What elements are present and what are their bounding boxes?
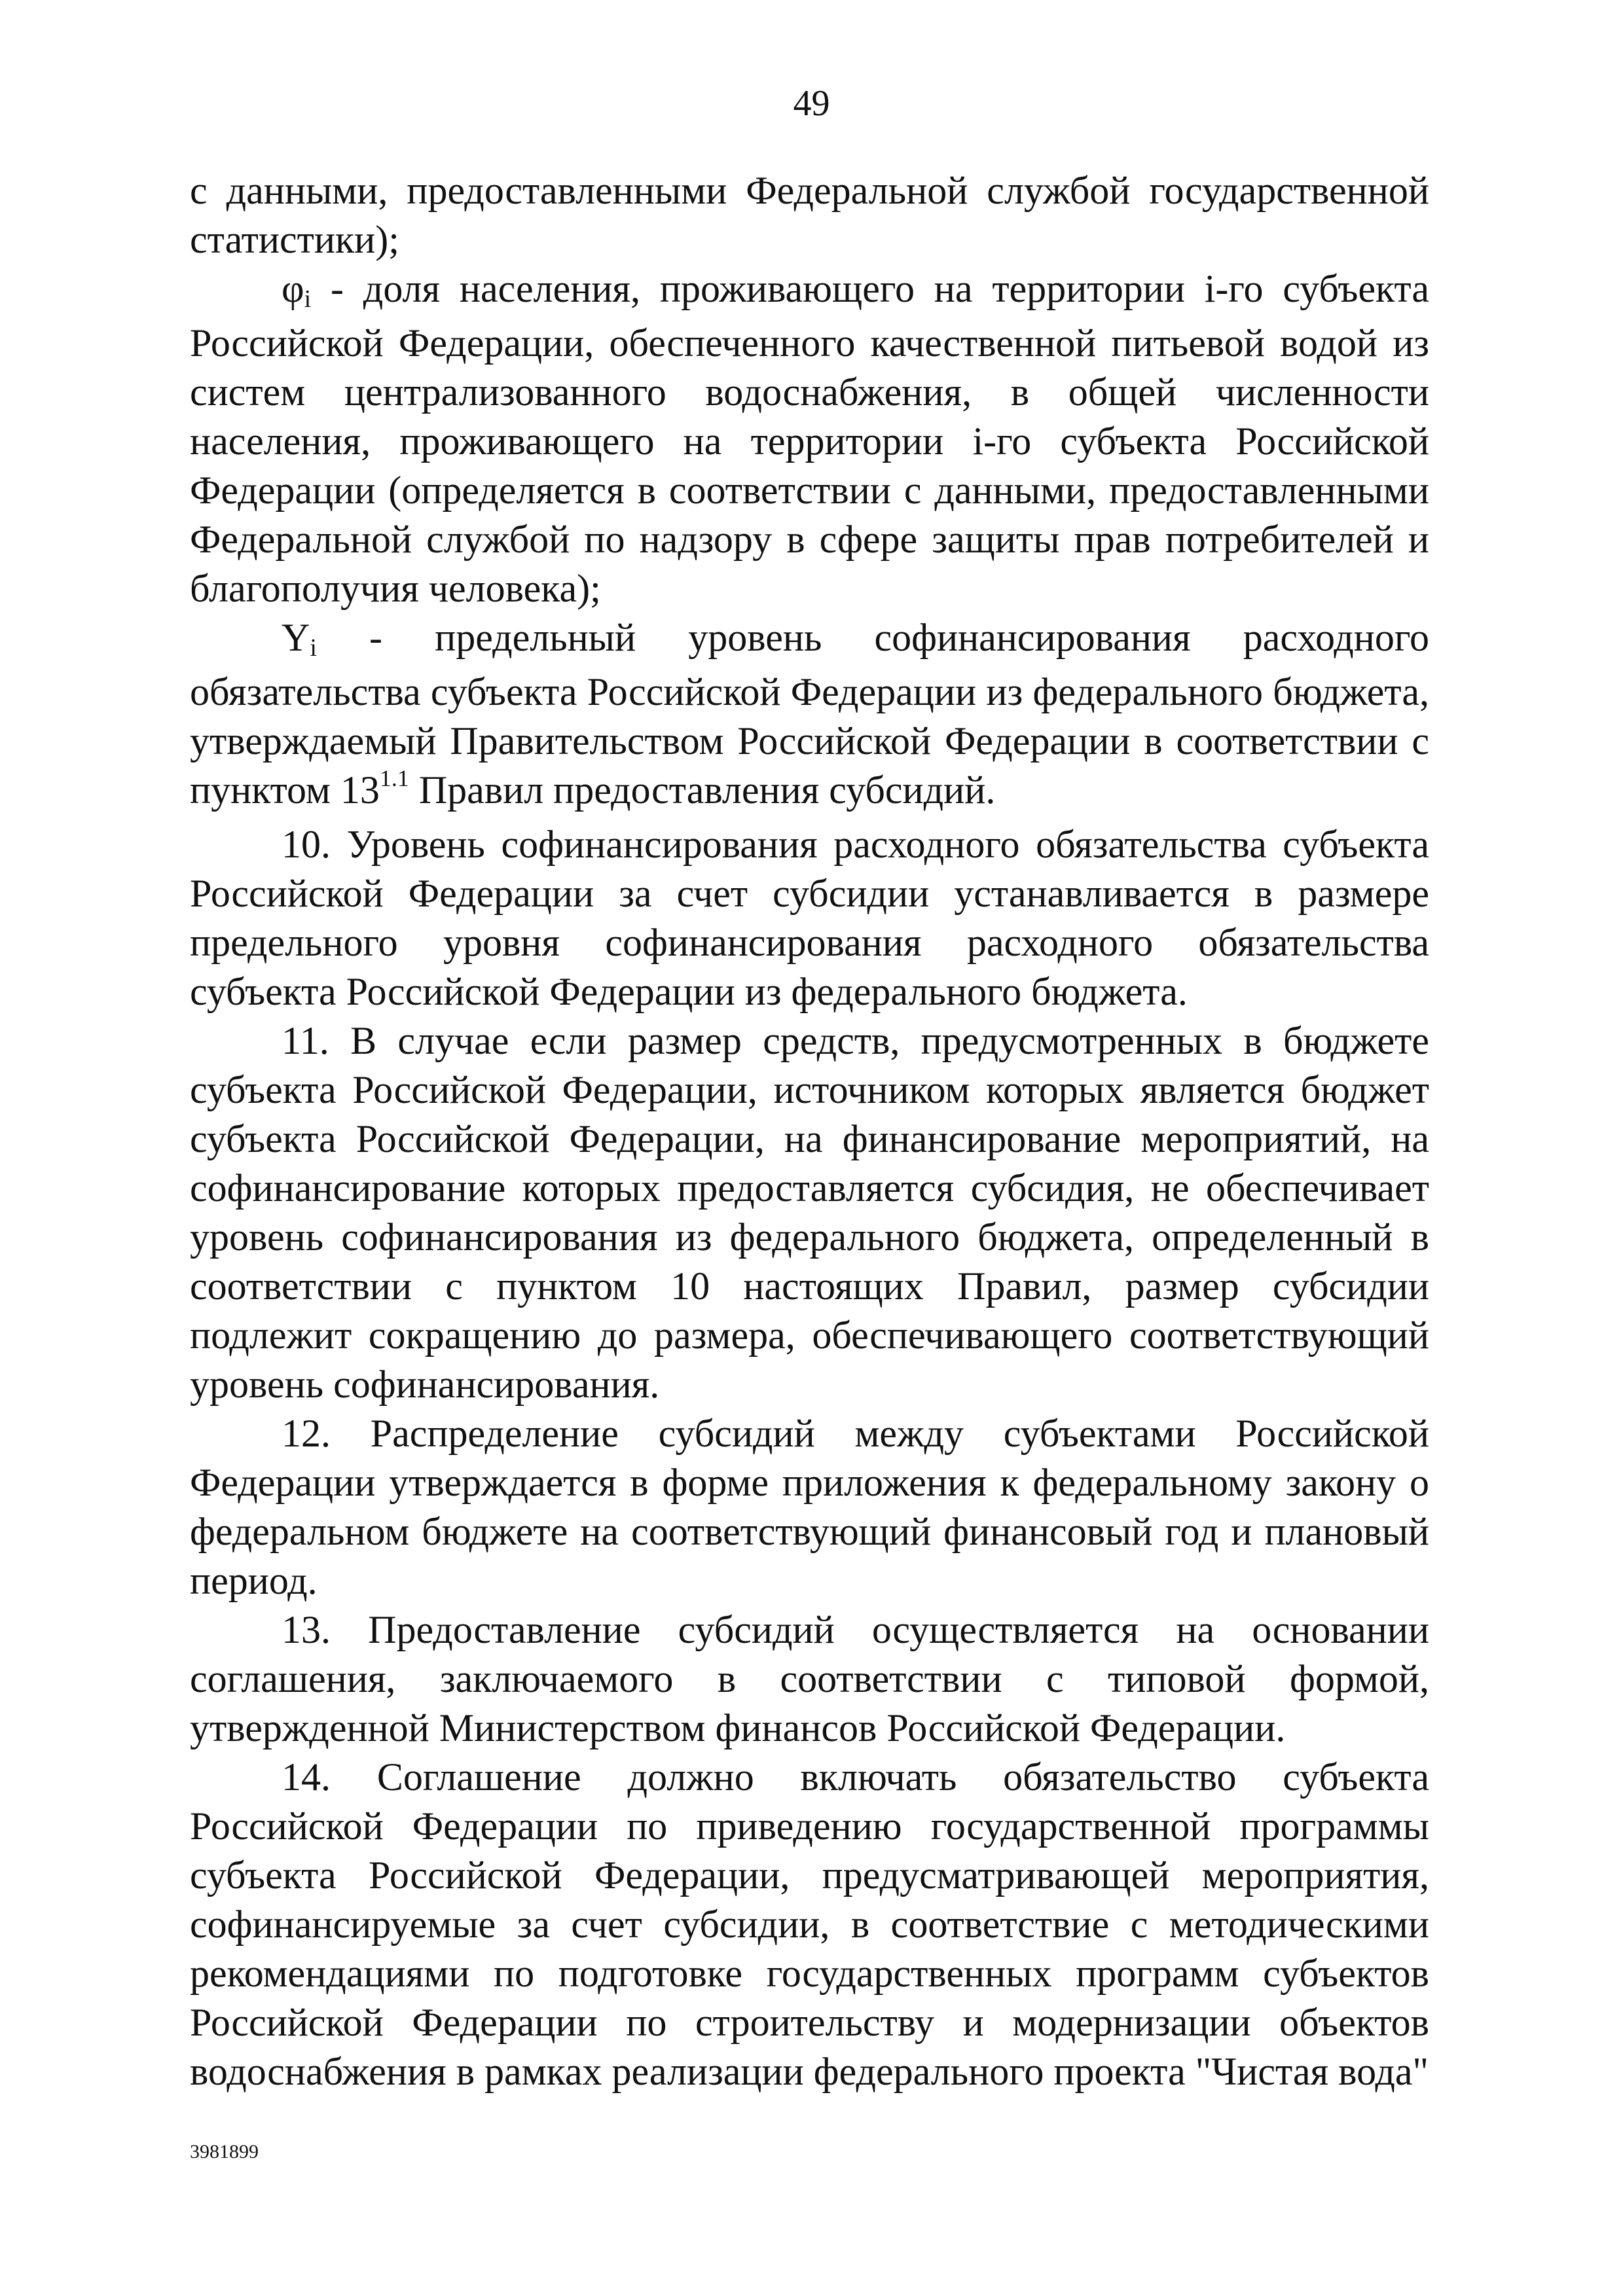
phi-subscript: i bbox=[304, 285, 312, 313]
paragraph-14: 14. Соглашение должно включать обязательство субъекта Российской Федерации по приведению государственной программы субъекта Российской Федерации, предусматривающей мероприятия, софинансируемые за счет субсидии, в соответствие с методическими рекомендациями по подготовке государственных программ субъектов Российской Федерации по строительству и модернизации объектов водоснабжения в рамках реализации федерального проекта "Чистая вода" bbox=[190, 1755, 1429, 2093]
paragraph-10: 10. Уровень софинансирования расходного обязательства субъекта Российской Федерации за счет субсидии устанавливается в размере предельного уровня софинансирования расходного обязательства субъекта Российской Федерации из федерального бюджета. bbox=[190, 823, 1429, 1013]
y-symbol: Y bbox=[282, 616, 310, 659]
paragraph-11: 11. В случае если размер средств, предусмотренных в бюджете субъекта Российской Федерации, источником которых является бюджет субъекта Российской Федерации, на финансирование мероприятий, на софинансирование которых предоставляется субсидия, не обеспечивает уровень софинансирования из федерального бюджета, определенный в соответствии с пунктом 10 настоящих Правил, размер субсидии подлежит сокращению до размера, обеспечивающего соответствующий уровень софинансирования. bbox=[190, 1019, 1429, 1406]
phi-definition-text: - доля населения, проживающего на территории i-го субъекта Российской Федерации, обеспеченного качественной питьевой водой из систем централизованного водоснабжения, в общей численности населения, проживающего на территории i-го субъекта Российской Федерации (определяется в соответствии с данными, предоставленными Федеральной службой по надзору в сфере защиты прав потребителей и благополучия человека); bbox=[190, 267, 1429, 610]
phi-symbol: φ bbox=[282, 267, 304, 310]
y-superscript: 1.1 bbox=[379, 765, 409, 791]
continuation-paragraph: с данными, предоставленными Федеральной службой государственной статистики); bbox=[190, 169, 1429, 261]
y-definition-paragraph bbox=[190, 613, 1429, 820]
y-definition-text-before: - предельный уровень софинансирования расходного обязательства субъекта Российской Федерации из федерального бюджета, утверждаемый Правительством Российской Федерации в соответствии с пунктом 13 bbox=[190, 616, 1429, 812]
y-subscript: i bbox=[310, 634, 317, 662]
phi-definition-paragraph bbox=[190, 264, 1429, 613]
paragraph-12: 12. Распределение субсидий между субъектами Российской Федерации утверждается в форме приложения к федеральному закону о федеральном бюджете на соответствующий финансовый год и плановый период. bbox=[190, 1412, 1429, 1602]
document-body bbox=[190, 166, 1429, 2096]
document-code: 3981899 bbox=[190, 2141, 259, 2162]
paragraph-13: 13. Предоставление субсидий осуществляется на основании соглашения, заключаемого в соответствии с типовой формой, утвержденной Министерством финансов Российской Федерации. bbox=[190, 1608, 1429, 1749]
y-definition-text-after: Правил предоставления субсидий. bbox=[409, 768, 996, 812]
page-number: 49 bbox=[793, 83, 830, 124]
